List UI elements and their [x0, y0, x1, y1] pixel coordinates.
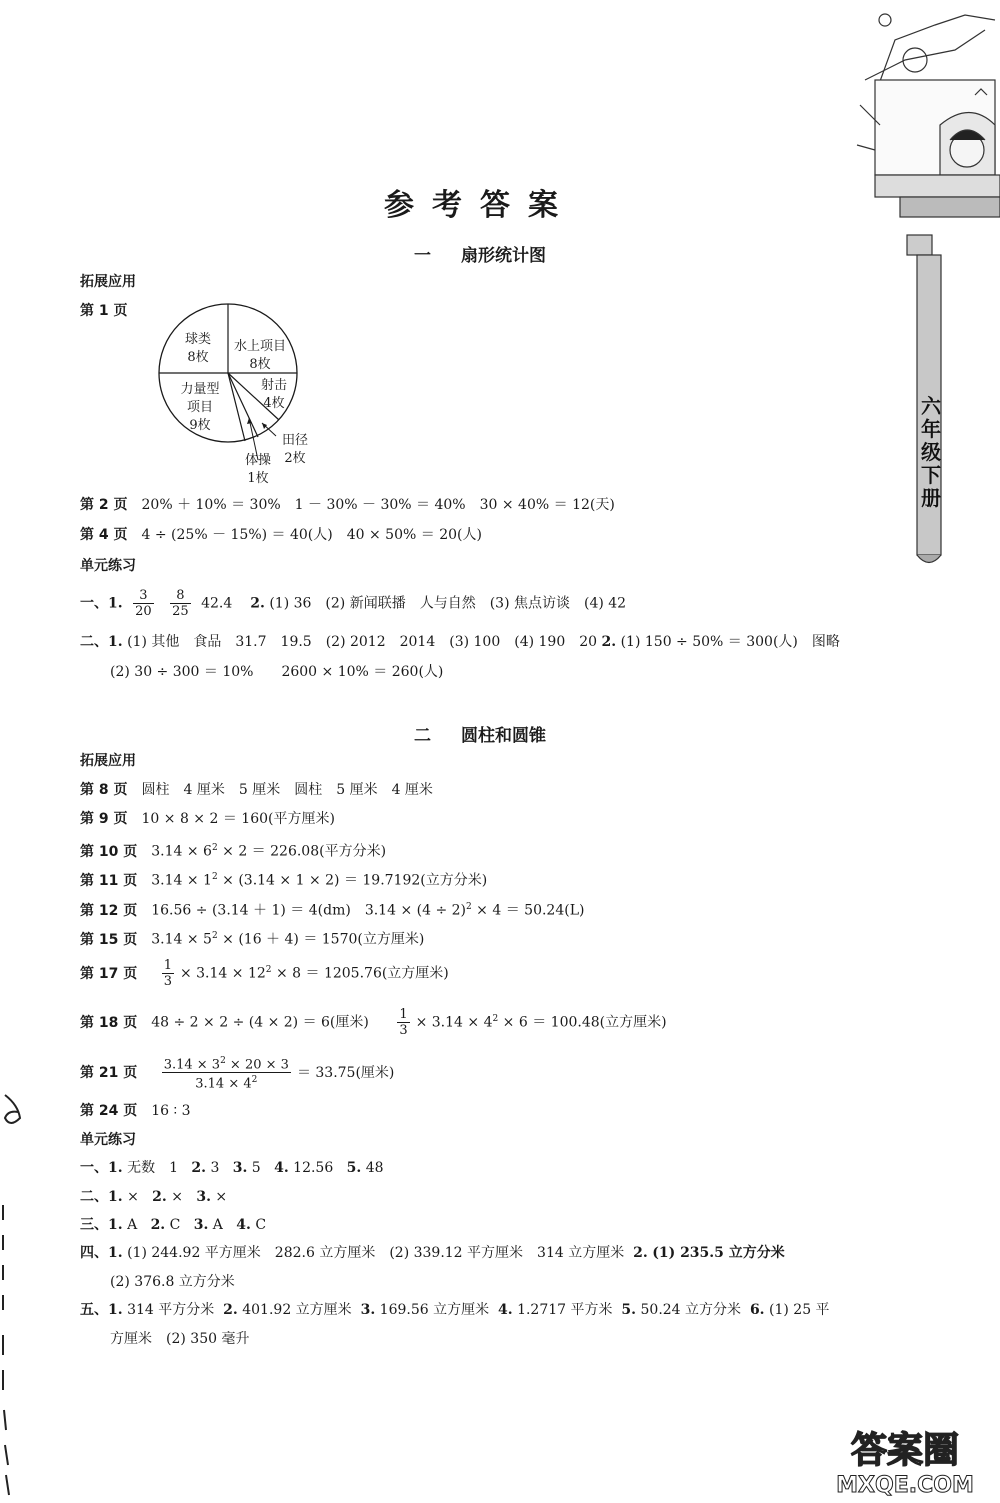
answer-text: (1) 36 (2) 新闻联播 人与自然 (3) 焦点访谈 (4) 42 [269, 595, 627, 612]
answer-line [80, 1054, 394, 1092]
grade-char: 级 [921, 440, 941, 464]
question-prefix: 二、 [80, 634, 108, 650]
answer-text: × 6 ＝ 100.48(立方厘米) [498, 1014, 667, 1031]
section-heading: 单元练习 [80, 558, 136, 574]
numerator: 8 [170, 588, 191, 604]
answer-text: (1) 150 ÷ 50% ＝ 300(人) 图略 [620, 634, 840, 650]
numerator-text: × 20 × 3 [225, 1057, 289, 1073]
exponent: 2 [492, 1013, 499, 1024]
answer-text: 1.2717 平方米 [517, 1302, 613, 1318]
answer-text: 42.4 [201, 595, 233, 612]
slice-label: 田径 [281, 433, 309, 448]
fraction [162, 958, 174, 989]
question-number: 4. [274, 1160, 289, 1176]
slice-label: 体操 [244, 453, 272, 468]
chapter-name: 扇形统计图 [461, 246, 546, 266]
answer-text: × (3.14 × 1 × 2) ＝ 19.7192(立方分米) [217, 872, 488, 889]
page-label: 第 4 页 [80, 527, 128, 543]
answer-text: × 2 ＝ 226.08(平方分米) [217, 843, 387, 860]
answer-line [80, 958, 449, 989]
question-number: 3. [196, 1189, 211, 1205]
answer-text: 20% ＋ 10% ＝ 30% 1 － 30% － 30% ＝ 40% 30 × 40% ＝ 12(天) [141, 497, 615, 513]
answer-text: 12.56 [293, 1160, 334, 1176]
page-label: 第 2 页 [80, 497, 128, 513]
watermark-url: MXQE.COM [836, 1473, 974, 1498]
question-prefix: 一、 [80, 1160, 108, 1176]
answer-text: 16.56 ÷ (3.14 ＋ 1) ＝ 4(dm) 3.14 × (4 ÷ 2) [151, 902, 466, 919]
answer-text: 无数 1 [127, 1160, 178, 1176]
question-number: 1. [108, 1245, 123, 1261]
answer-text: A [212, 1217, 223, 1233]
numerator-text: 3.14 × 3 [163, 1057, 221, 1073]
answer-line: (2) 30 ÷ 300 ＝ 10% 2600 × 10% ＝ 260(人) [110, 664, 444, 680]
question-number: 3. [232, 1160, 248, 1176]
question-number: 2. [223, 1302, 238, 1318]
question-prefix: 四、 [80, 1245, 108, 1261]
question-number: 3. [193, 1217, 209, 1233]
page-label: 第 1 页 [80, 303, 128, 319]
slice-value: 1枚 [247, 471, 269, 486]
pie-chart [158, 300, 318, 490]
slice-label: 射击 [260, 378, 288, 393]
question-number: 5. [621, 1302, 637, 1318]
question-number: 1. [108, 1160, 123, 1176]
question-prefix: 五、 [80, 1302, 108, 1318]
slice-value: 8枚 [249, 357, 271, 372]
section-heading: 拓展应用 [80, 753, 136, 769]
question-number: 1. [108, 1302, 123, 1318]
numerator: 1 [399, 1007, 408, 1022]
grade-char: 六 [921, 394, 941, 418]
question-number: 1. [108, 1189, 123, 1205]
fraction [397, 1007, 409, 1038]
exponent: 2 [211, 931, 218, 941]
answer-text: (1) 其他 食品 31.7 19.5 (2) 2012 2014 (3) 100 (4) 190 20 [127, 634, 598, 650]
question-number: 2. [601, 634, 617, 650]
exponent: 2 [211, 872, 218, 882]
page-label: 第 9 页 [80, 811, 128, 827]
answer-line [80, 1101, 191, 1121]
exponent: 2 [466, 902, 472, 912]
answer-line [80, 867, 487, 891]
slice-value: 4枚 [263, 396, 285, 411]
answer-line [80, 809, 335, 829]
question-number: 3. [360, 1302, 376, 1318]
answer-line [80, 525, 482, 545]
question-number: 5. [346, 1160, 362, 1176]
page-label: 第 18 页 [80, 1014, 138, 1031]
answer-text: (1) 25 平 [769, 1302, 830, 1318]
numerator: 1 [163, 958, 172, 973]
denominator-text: 3.14 × 4 [195, 1076, 252, 1092]
denominator [162, 1073, 291, 1091]
answer-line [80, 926, 424, 950]
slice-label: 水上项目 [233, 339, 287, 354]
answer-line [80, 301, 142, 321]
answer-text: 50.24 立方分米 [640, 1302, 742, 1318]
site-watermark [810, 1420, 1000, 1500]
answer-text: 3.14 × 1 [151, 872, 212, 889]
question-number: 4. [498, 1302, 513, 1318]
answer-text: × (16 ＋ 4) ＝ 1570(立方厘米) [217, 931, 425, 948]
answer-text: (1) 235.5 立方分米 [652, 1245, 785, 1261]
denominator: 3 [399, 1023, 408, 1038]
answer-line [80, 1187, 227, 1207]
answer-text: × 3.14 × 4 [415, 1014, 493, 1031]
chapter-heading [0, 721, 960, 746]
page-label: 第 10 页 [80, 843, 138, 860]
numerator: 3 [133, 588, 154, 604]
page-label: 第 15 页 [80, 931, 138, 948]
fraction [162, 1054, 291, 1092]
denominator: 20 [135, 604, 152, 619]
slice-label: 球类 [184, 332, 212, 347]
question-number: 2. [250, 595, 265, 612]
pie-divider [228, 373, 245, 441]
page-label: 第 11 页 [80, 872, 138, 889]
answer-text: 3.14 × 5 [151, 931, 212, 948]
denominator: 3 [163, 974, 172, 989]
answer-line [80, 1007, 667, 1038]
answer-text: C [169, 1217, 181, 1233]
answer-text: 圆柱 4 厘米 5 厘米 圆柱 5 厘米 4 厘米 [141, 782, 433, 798]
answer-line [80, 897, 584, 921]
answer-line: 方厘米 (2) 350 毫升 [110, 1331, 250, 1347]
section-heading: 单元练习 [80, 1132, 136, 1148]
question-number: 1. [108, 634, 123, 650]
chapter-name: 圆柱和圆锥 [461, 726, 546, 746]
answer-line [80, 780, 433, 800]
answer-text: × 8 ＝ 1205.76(立方厘米) [271, 965, 449, 982]
answer-line [80, 1158, 384, 1178]
question-number: 4. [236, 1217, 251, 1233]
answer-text: × [127, 1189, 139, 1205]
slice-label: 项目 [186, 400, 214, 415]
denominator: 25 [172, 604, 189, 619]
page-title: 参考答案 [384, 188, 576, 223]
question-prefix: 一、 [80, 595, 108, 612]
chapter-heading [0, 241, 960, 266]
answer-text: 3.14 × 6 [151, 843, 212, 860]
grade-char: 下 [921, 463, 941, 487]
answer-text: 10 × 8 × 2 ＝ 160(平方厘米) [141, 811, 335, 827]
answer-text: 169.56 立方厘米 [379, 1302, 490, 1318]
fraction [170, 588, 191, 619]
answer-text: 401.92 立方厘米 [242, 1302, 352, 1318]
answer-text: ＝ 33.75(厘米) [296, 1064, 395, 1081]
page-label: 第 21 页 [80, 1064, 138, 1081]
answer-line [80, 588, 626, 619]
answer-text: 48 [365, 1160, 384, 1176]
slice-value: 2枚 [284, 451, 306, 466]
answer-text: × [215, 1189, 228, 1205]
grade-char: 册 [921, 486, 941, 510]
answer-text: × 4 ＝ 50.24(L) [471, 902, 585, 919]
answer-text: 16 ∶ 3 [151, 1103, 191, 1119]
answer-line: (2) 376.8 立方分米 [110, 1274, 235, 1290]
fraction [133, 588, 154, 619]
question-number: 1. [108, 595, 123, 612]
pie-divider [228, 373, 258, 437]
question-number: 2. [191, 1160, 206, 1176]
answer-text: 48 ÷ 2 × 2 ÷ (4 × 2) ＝ 6(厘米) [151, 1014, 369, 1031]
answer-text: A [127, 1217, 138, 1233]
numerator [162, 1054, 291, 1073]
question-number: 2. [150, 1217, 166, 1233]
slice-value: 9枚 [189, 418, 211, 433]
slice-label: 力量型 [180, 382, 220, 397]
answer-text: × [171, 1189, 183, 1205]
question-number: 2. [633, 1245, 648, 1261]
answer-line [80, 1300, 830, 1320]
page-label: 第 12 页 [80, 902, 138, 919]
watermark-text: 答案圈 [850, 1430, 960, 1471]
grade-char: 年 [921, 417, 941, 441]
answer-line [80, 495, 615, 515]
page-label: 第 24 页 [80, 1103, 138, 1119]
question-prefix: 二、 [80, 1189, 108, 1205]
section-heading: 拓展应用 [80, 274, 136, 290]
question-number: 2. [152, 1189, 167, 1205]
leader-arrow [262, 423, 267, 429]
answer-line [80, 1215, 266, 1235]
answer-text: C [255, 1217, 267, 1233]
chapter-number: 一 [414, 246, 431, 266]
exponent: 2 [211, 843, 218, 853]
question-number: 6. [749, 1302, 765, 1318]
answer-text: 4 ÷ (25% － 15%) ＝ 40(人) 40 × 50% ＝ 20(人) [141, 527, 482, 543]
exponent: 2 [220, 1056, 226, 1066]
cartoon-illustration [845, 0, 1000, 600]
answer-text: (1) 244.92 平方厘米 282.6 立方厘米 (2) 339.12 平方厘米 314 立方厘米 [127, 1245, 625, 1261]
answer-line [80, 1243, 785, 1263]
chapter-number: 二 [414, 726, 431, 746]
answer-text: 314 平方分米 [127, 1302, 215, 1318]
slice-value: 8枚 [187, 350, 209, 365]
exponent: 2 [251, 1075, 258, 1086]
answer-text: 3 [210, 1160, 220, 1176]
answer-text: × 3.14 × 12 [179, 965, 266, 982]
answer-line [80, 838, 386, 862]
question-number: 1. [108, 1217, 123, 1233]
answer-text: 5 [251, 1160, 261, 1176]
answer-line [80, 632, 840, 652]
leader-arrow [247, 418, 252, 424]
page-label: 第 8 页 [80, 782, 128, 798]
question-prefix: 三、 [80, 1217, 108, 1233]
grade-label [911, 395, 951, 510]
scan-margin-marks [0, 1080, 30, 1500]
exponent: 2 [265, 964, 272, 975]
page-label: 第 17 页 [80, 965, 138, 982]
